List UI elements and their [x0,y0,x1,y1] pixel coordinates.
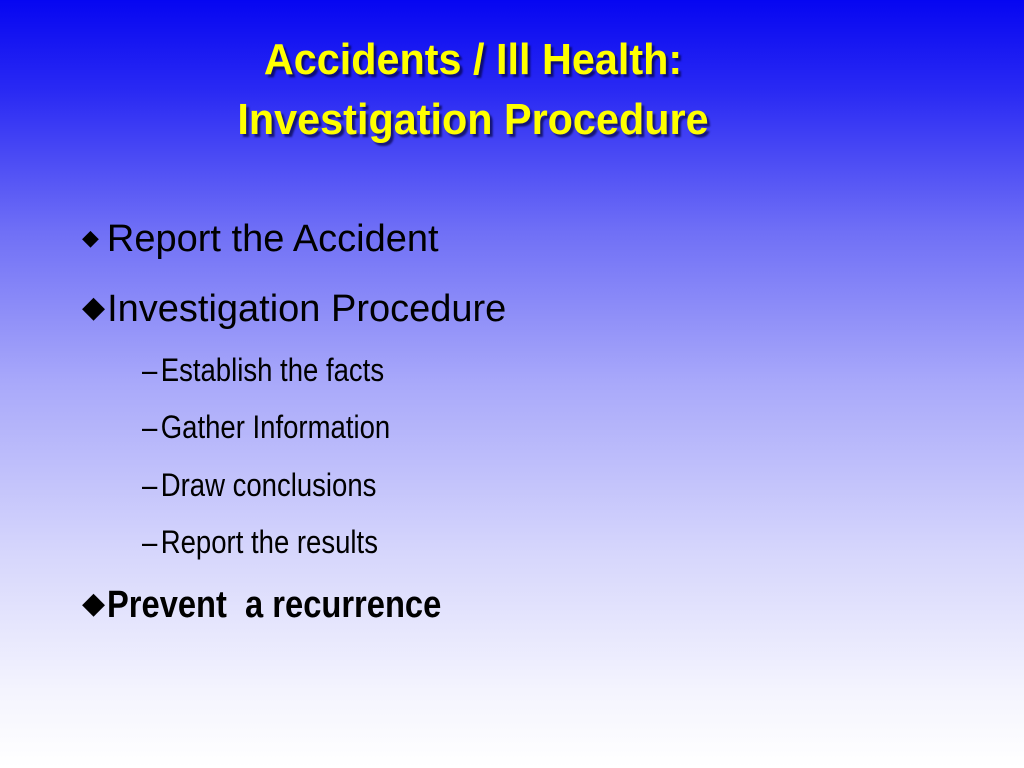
bullet-investigation-procedure [82,285,506,335]
bullet-prevent-a-recurrence [82,581,496,631]
sub-item-draw-conclusions [142,465,376,505]
dash-bullet-icon: – [142,524,158,560]
diamond-bullet-icon: ◆ [82,290,106,324]
sub-item-text: Draw conclusions [160,467,377,503]
sub-item-text: Establish the facts [160,352,385,388]
bullet-text: Investigation Procedure [107,288,507,330]
bullet-text: Report the Accident [106,218,439,260]
slide-title [28,30,917,150]
sub-item-text: Gather Information [160,409,391,445]
dash-bullet-icon: – [142,409,158,445]
bullet-report-the-accident [82,215,439,265]
bullet-text: Prevent a recurrence [107,584,442,626]
slide-title-line-1: Accidents / Ill Health: [263,35,683,84]
sub-item-gather-information [142,407,390,447]
sub-item-text: Report the results [160,524,378,560]
diamond-bullet-icon: ◆ [82,224,99,250]
diamond-bullet-icon: ◆ [82,586,106,620]
dash-bullet-icon: – [142,467,158,503]
sub-item-establish-the-facts [142,350,384,390]
sub-item-report-the-results [142,522,378,562]
slide-title-line-2: Investigation Procedure [237,95,709,144]
dash-bullet-icon: – [142,352,158,388]
